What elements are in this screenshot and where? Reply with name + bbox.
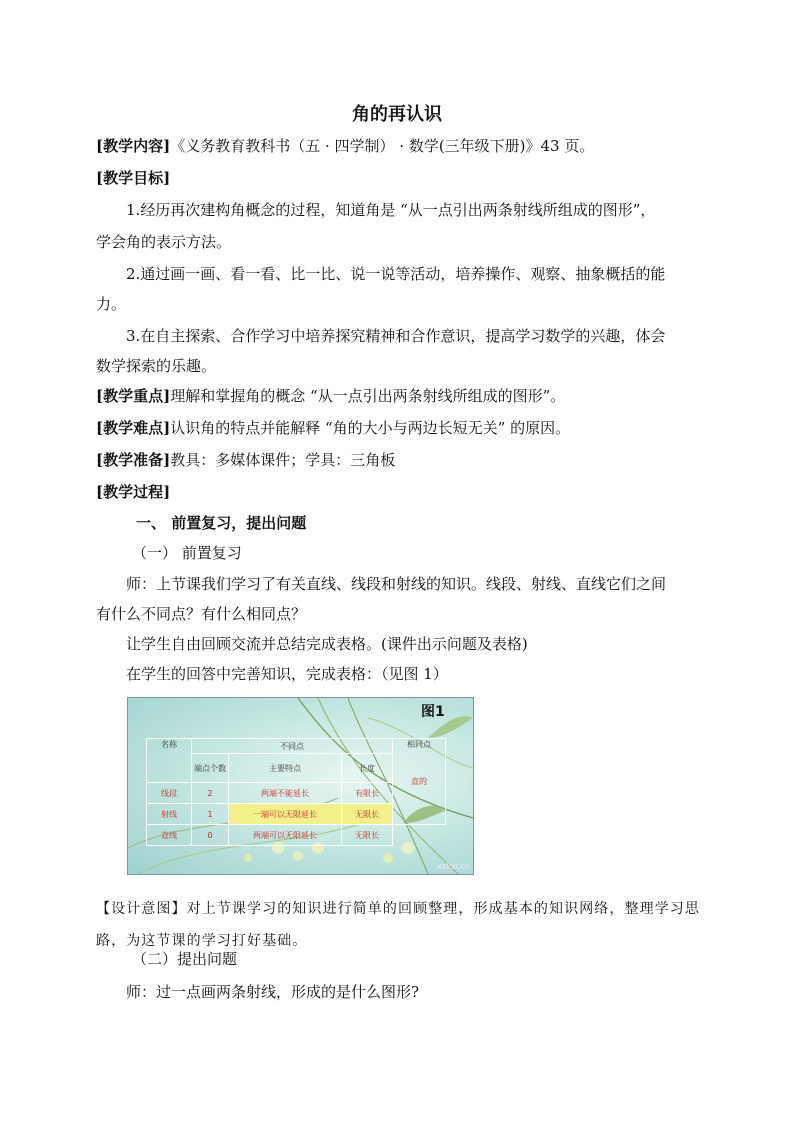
key-text: 理解和掌握角的概念 “从一点引出两条射线所组成的图形”。 (170, 387, 566, 405)
goal-2-line-1: 2.通过画一画、看一看、比一比、说一说等活动，培养操作、观察、抽象概括的能 (126, 265, 666, 283)
header-length: 长度 (342, 754, 393, 783)
header-features: 主要特点 (229, 754, 342, 783)
figure-1-slide (127, 697, 474, 875)
prep-text: 教具：多媒体课件；学具：三角板 (170, 451, 396, 469)
paragraph-4: 师：过一点画两条射线，形成的是什么图形? (126, 983, 420, 1001)
paragraph-1-line-2: 有什么不同点？有什么相同点？ (96, 605, 307, 623)
table-row (147, 825, 446, 846)
header-name: 名称 (147, 739, 192, 783)
row-3-length: 无限长 (342, 825, 393, 846)
key-line (96, 386, 565, 406)
sub-heading-2: （二）提出问题 (132, 950, 238, 968)
page-title: 角的再认识 (352, 104, 442, 125)
difficulty-line (96, 418, 570, 438)
goals-label: [教学目标] (96, 169, 171, 187)
goal-2-line-2: 力。 (96, 295, 127, 313)
goal-1-line-1: 1.经历再次建构角概念的过程，知道角是 “从一点引出两条射线所组成的图形”， (126, 201, 656, 219)
figure-watermark: xxkxl.cn (436, 862, 470, 871)
row-1-length: 有限长 (342, 783, 393, 804)
paragraph-3: 在学生的回答中完善知识，完成表格：（见图 1） (126, 665, 448, 683)
table-row (147, 739, 446, 754)
header-same-label: 相同点 (407, 740, 431, 749)
prep-label: [教学准备] (96, 451, 171, 469)
paragraph-2: 让学生自由回顾交流并总结完成表格。(课件出示问题及表格) (126, 635, 528, 653)
content-label: [教学内容] (96, 137, 171, 155)
row-2-length: 无限长 (342, 804, 393, 825)
paragraph-1-line-1: 师：上节课我们学习了有关直线、线段和射线的知识。线段、射线、直线它们之间 (126, 575, 667, 593)
key-label: [教学重点] (96, 387, 171, 405)
row-3-count: 0 (192, 825, 229, 846)
goal-3-line-1: 3.在自主探索、合作学习中培养探究精神和合作意识，提高学习数学的兴趣，体会 (126, 327, 666, 345)
same-value: 直的 (411, 777, 427, 786)
row-1-count: 2 (192, 783, 229, 804)
content-line (96, 136, 594, 156)
sub-heading-1: （一） 前置复习 (132, 544, 242, 562)
header-same (393, 739, 446, 825)
header-diff: 不同点 (192, 739, 393, 754)
header-endpoints: 端点个数 (192, 754, 229, 783)
comparison-table (146, 738, 446, 846)
row-1-feature: 两端不能延长 (229, 783, 342, 804)
goal-3-line-2: 数学探索的乐趣。 (96, 357, 217, 375)
process-label: [教学过程] (96, 483, 171, 501)
content-text: 《义务教育教科书（五 · 四学制） · 数学(三年级下册)》43 页。 (170, 137, 595, 155)
row-3-feature: 两端可以无限延长 (229, 825, 342, 846)
row-1-name: 线段 (147, 783, 192, 804)
row-2-count: 1 (192, 804, 229, 825)
difficulty-label: [教学难点] (96, 419, 171, 437)
row-2-name: 射线 (147, 804, 192, 825)
figure-label: 图1 (421, 704, 445, 720)
design-intent: 【设计意图】对上节课学习的知识进行简单的回顾整理，形成基本的知识网络，整理学习思路，为这节课的学习打好基础。 (96, 901, 700, 949)
prep-line (96, 450, 395, 470)
goal-1-line-2: 学会角的表示方法。 (96, 233, 232, 251)
difficulty-text: 认识角的特点并能解释 “角的大小与两边长短无关” 的原因。 (170, 419, 571, 437)
row-3-name: 直线 (147, 825, 192, 846)
section-1-heading: 一、 前置复习，提出问题 (136, 514, 307, 532)
row-2-feature: 一端可以无限延长 (229, 804, 342, 825)
